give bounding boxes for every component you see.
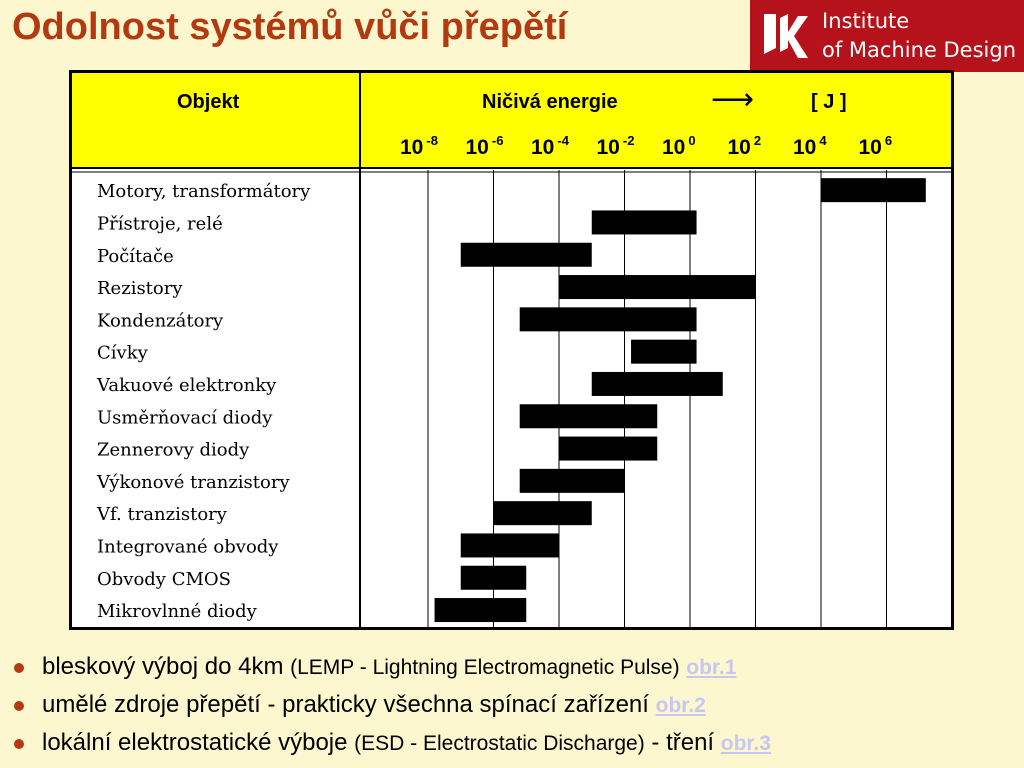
energy-bar xyxy=(461,533,559,557)
energy-bar xyxy=(435,598,527,622)
tick-label: 10 $^{-2}$ xyxy=(596,133,635,159)
header-unit: [ J ] xyxy=(811,91,847,113)
chart-header-background xyxy=(69,70,954,168)
row-label: Cívky xyxy=(97,342,148,364)
institute-logo xyxy=(750,0,1024,72)
energy-bar xyxy=(821,178,926,202)
row-label: Výkonové tranzistory xyxy=(97,471,290,493)
row-label: Přístroje, relé xyxy=(97,213,223,235)
page-title: Odolnost systémů vůči přepětí xyxy=(12,6,568,48)
tick-label: 10 $^2$ xyxy=(727,133,762,159)
link-obr3[interactable]: obr.3 xyxy=(720,732,771,755)
energy-bar xyxy=(559,437,657,461)
row-label: Integrované obvody xyxy=(97,536,279,558)
row-label: Rezistory xyxy=(97,278,183,300)
institute-logo-line2: of Machine Design xyxy=(822,38,1017,62)
row-label: Obvody CMOS xyxy=(97,568,231,590)
tick-label: 10 $^4$ xyxy=(793,133,827,159)
link-obr1[interactable]: obr.1 xyxy=(686,656,737,679)
bullet-main: bleskový výboj do 4km xyxy=(42,653,284,680)
bullet-item-lemp xyxy=(12,648,1022,686)
bullet-list xyxy=(12,648,1022,762)
bullet-dot-icon xyxy=(14,701,24,711)
row-label: Motory, transformátory xyxy=(97,181,311,203)
bullet-dot-icon xyxy=(14,739,24,749)
energy-bar xyxy=(631,340,697,364)
energy-bar xyxy=(520,469,625,493)
bullet-suffix: - tření xyxy=(644,729,715,756)
bullet-item-esd xyxy=(12,724,1022,762)
tick-label: 10 $^6$ xyxy=(858,133,893,159)
row-label: Vf. tranzistory xyxy=(97,504,227,526)
energy-bar xyxy=(559,275,756,299)
energy-bar xyxy=(520,307,697,331)
bullet-main: lokální elektrostatické výboje xyxy=(42,729,348,756)
energy-bar xyxy=(494,501,592,525)
institute-logo-mark-icon xyxy=(758,8,814,64)
header-objekt: Objekt xyxy=(177,91,240,113)
energy-bar xyxy=(461,566,527,590)
bullet-main: umělé zdroje přepětí - prakticky všechna spínací zařízení xyxy=(42,691,649,718)
tick-label: 10 $^{-4}$ xyxy=(531,133,569,159)
energy-chart xyxy=(69,70,954,630)
row-label: Mikrovlnné diody xyxy=(97,601,257,623)
row-label: Vakuové elektronky xyxy=(97,374,277,396)
institute-logo-line1: Institute xyxy=(822,9,910,33)
row-label: Zennerovy diody xyxy=(97,439,250,461)
header-energy: Ničivá energie xyxy=(482,91,618,113)
tick-label: 10 $^{-8}$ xyxy=(400,133,438,159)
energy-bar xyxy=(520,404,658,428)
tick-label: 10 $^{-6}$ xyxy=(465,133,504,159)
bullet-item-switching xyxy=(12,686,1022,724)
link-obr2[interactable]: obr.2 xyxy=(655,694,706,717)
row-label: Usměrňovací diody xyxy=(97,407,273,429)
energy-bar xyxy=(461,243,592,267)
bullet-dot-icon xyxy=(14,663,24,673)
institute-logo-text xyxy=(822,7,1016,65)
tick-label: 10 $^0$ xyxy=(662,133,696,159)
bullet-detail: (LEMP - Lightning Electromagnetic Pulse) xyxy=(290,656,680,679)
bullet-detail: (ESD - Electrostatic Discharge) xyxy=(354,732,645,755)
header-arrow: ⟶ xyxy=(711,82,755,117)
energy-bar xyxy=(592,210,697,234)
energy-bar xyxy=(592,372,723,396)
row-label: Kondenzátory xyxy=(97,310,224,332)
row-label: Počítače xyxy=(97,245,174,267)
